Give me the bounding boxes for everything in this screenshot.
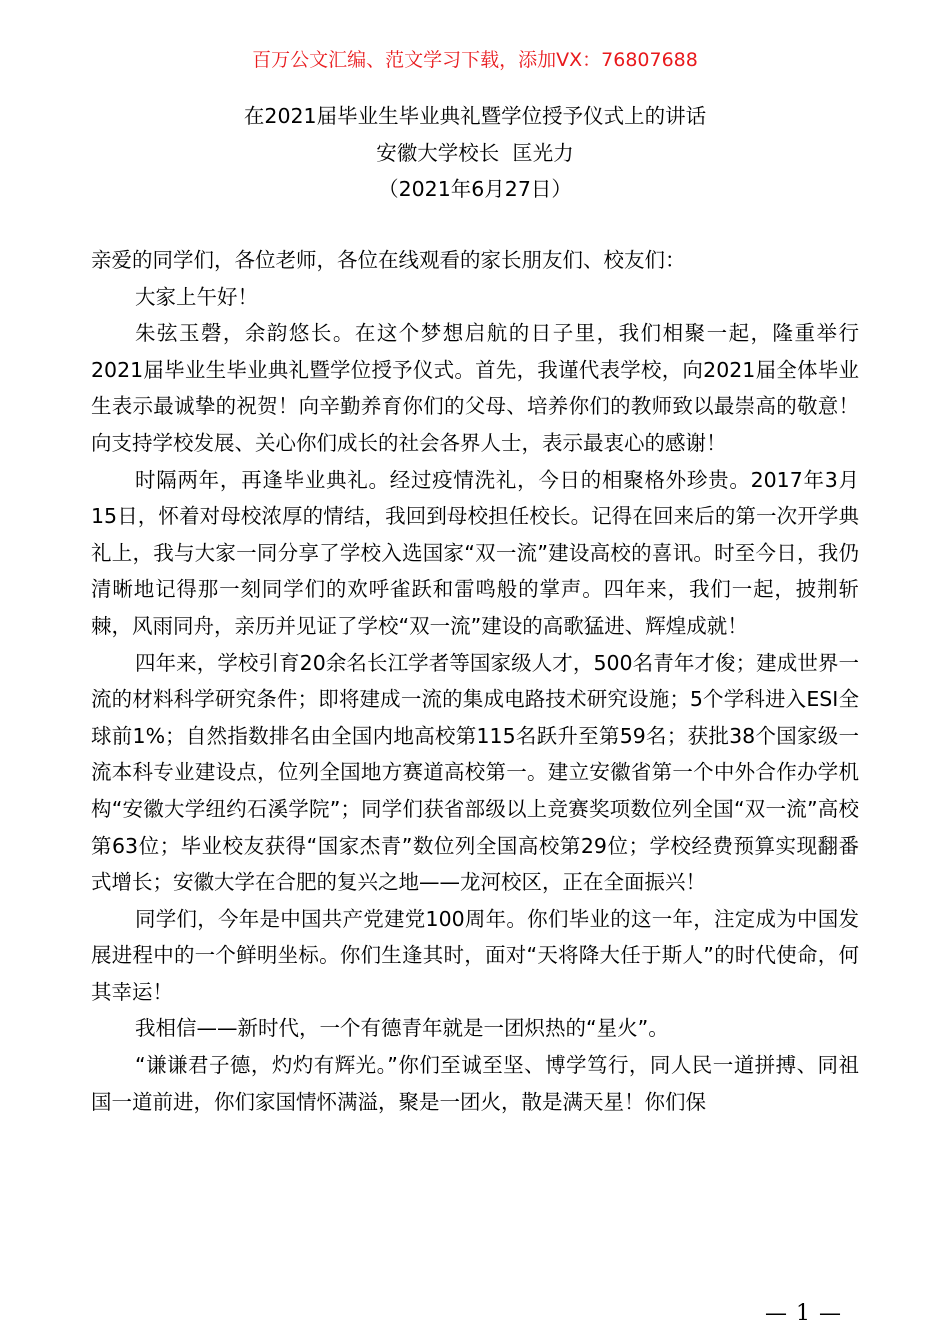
paragraph: 大家上午好！ [135,284,258,309]
paragraph: 同学们，今年是中国共产党建党100周年。你们毕业的这一年，注定成为中国发展进程中的一个鲜明坐标。你们生逢其时，面对“天将降大任于斯人”的时代使命，何其幸运！ [91,906,859,1004]
speaker-line: 安徽大学校长 匡光力 [376,140,574,165]
header-banner: 百万公文汇编、范文学习下载，添加VX：76807688 [252,49,698,71]
speech-date: （2021年6月27日） [378,177,572,201]
paragraph: 我相信——新时代，一个有德青年就是一团炽热的“星火”。 [135,1016,669,1041]
title-block [0,98,950,208]
paragraph: 时隔两年，再逢毕业典礼。经过疫情洗礼，今日的相聚格外珍贵。2017年3月15日，怀着对母校浓厚的情结，我回到母校担任校长。记得在回来后的第一次开学典礼上，我与大家一同分享了学校入选国家“双一流”建设高校的喜讯。时至今日，我仍清晰地记得那一刻同学们的欢呼雀跃和雷鸣般的掌声。四年来，我们一起，披荆斩棘，风雨同舟，亲历并见证了学校“双一流”建设的高歌猛进、辉煌成就！ [91,467,859,638]
speech-body [91,242,859,1120]
page-number: — 1 — [765,1301,842,1326]
paragraph: 朱弦玉磬，余韵悠长。在这个梦想启航的日子里，我们相聚一起，隆重举行2021届毕业生毕业典礼暨学位授予仪式。首先，我谨代表学校，向2021届全体毕业生表示最诚挚的祝贺！向辛勤养育你们的父母、培养你们的教师致以最崇高的敬意！向支持学校发展、关心你们成长的社会各界人士，表示最衷心的感谢！ [91,321,859,455]
paragraph: “谦谦君子德，灼灼有辉光。”你们至诚至坚、博学笃行，同人民一道拼搏、同祖国一道前进，你们家国情怀满溢，聚是一团火，散是满天星！你们保 [91,1053,859,1114]
speech-title: 在2021届毕业生毕业典礼暨学位授予仪式上的讲话 [243,104,707,128]
salutation: 亲爱的同学们，各位老师，各位在线观看的家长朋友们、校友们： [91,248,686,272]
paragraph: 四年来，学校引育20余名长江学者等国家级人才，500名青年才俊；建成世界一流的材料科学研究条件；即将建成一流的集成电路技术研究设施；5个学科进入ESI全球前1%；自然指数排名由全国内地高校第115名跃升至第59名；获批38个国家级一流本科专业建设点，位列全国地方赛道高校第一。建立安徽省第一个中外合作办学机构“安徽大学纽约石溪学院”；同学们获省部级以上竞赛奖项数位列全国“双一流”高校第63位；毕业校友获得“国家杰青”数位列全国高校第29位；学校经费预算实现翻番式增长；安徽大学在合肥的复兴之地——龙河校区，正在全面振兴！ [91,650,859,895]
